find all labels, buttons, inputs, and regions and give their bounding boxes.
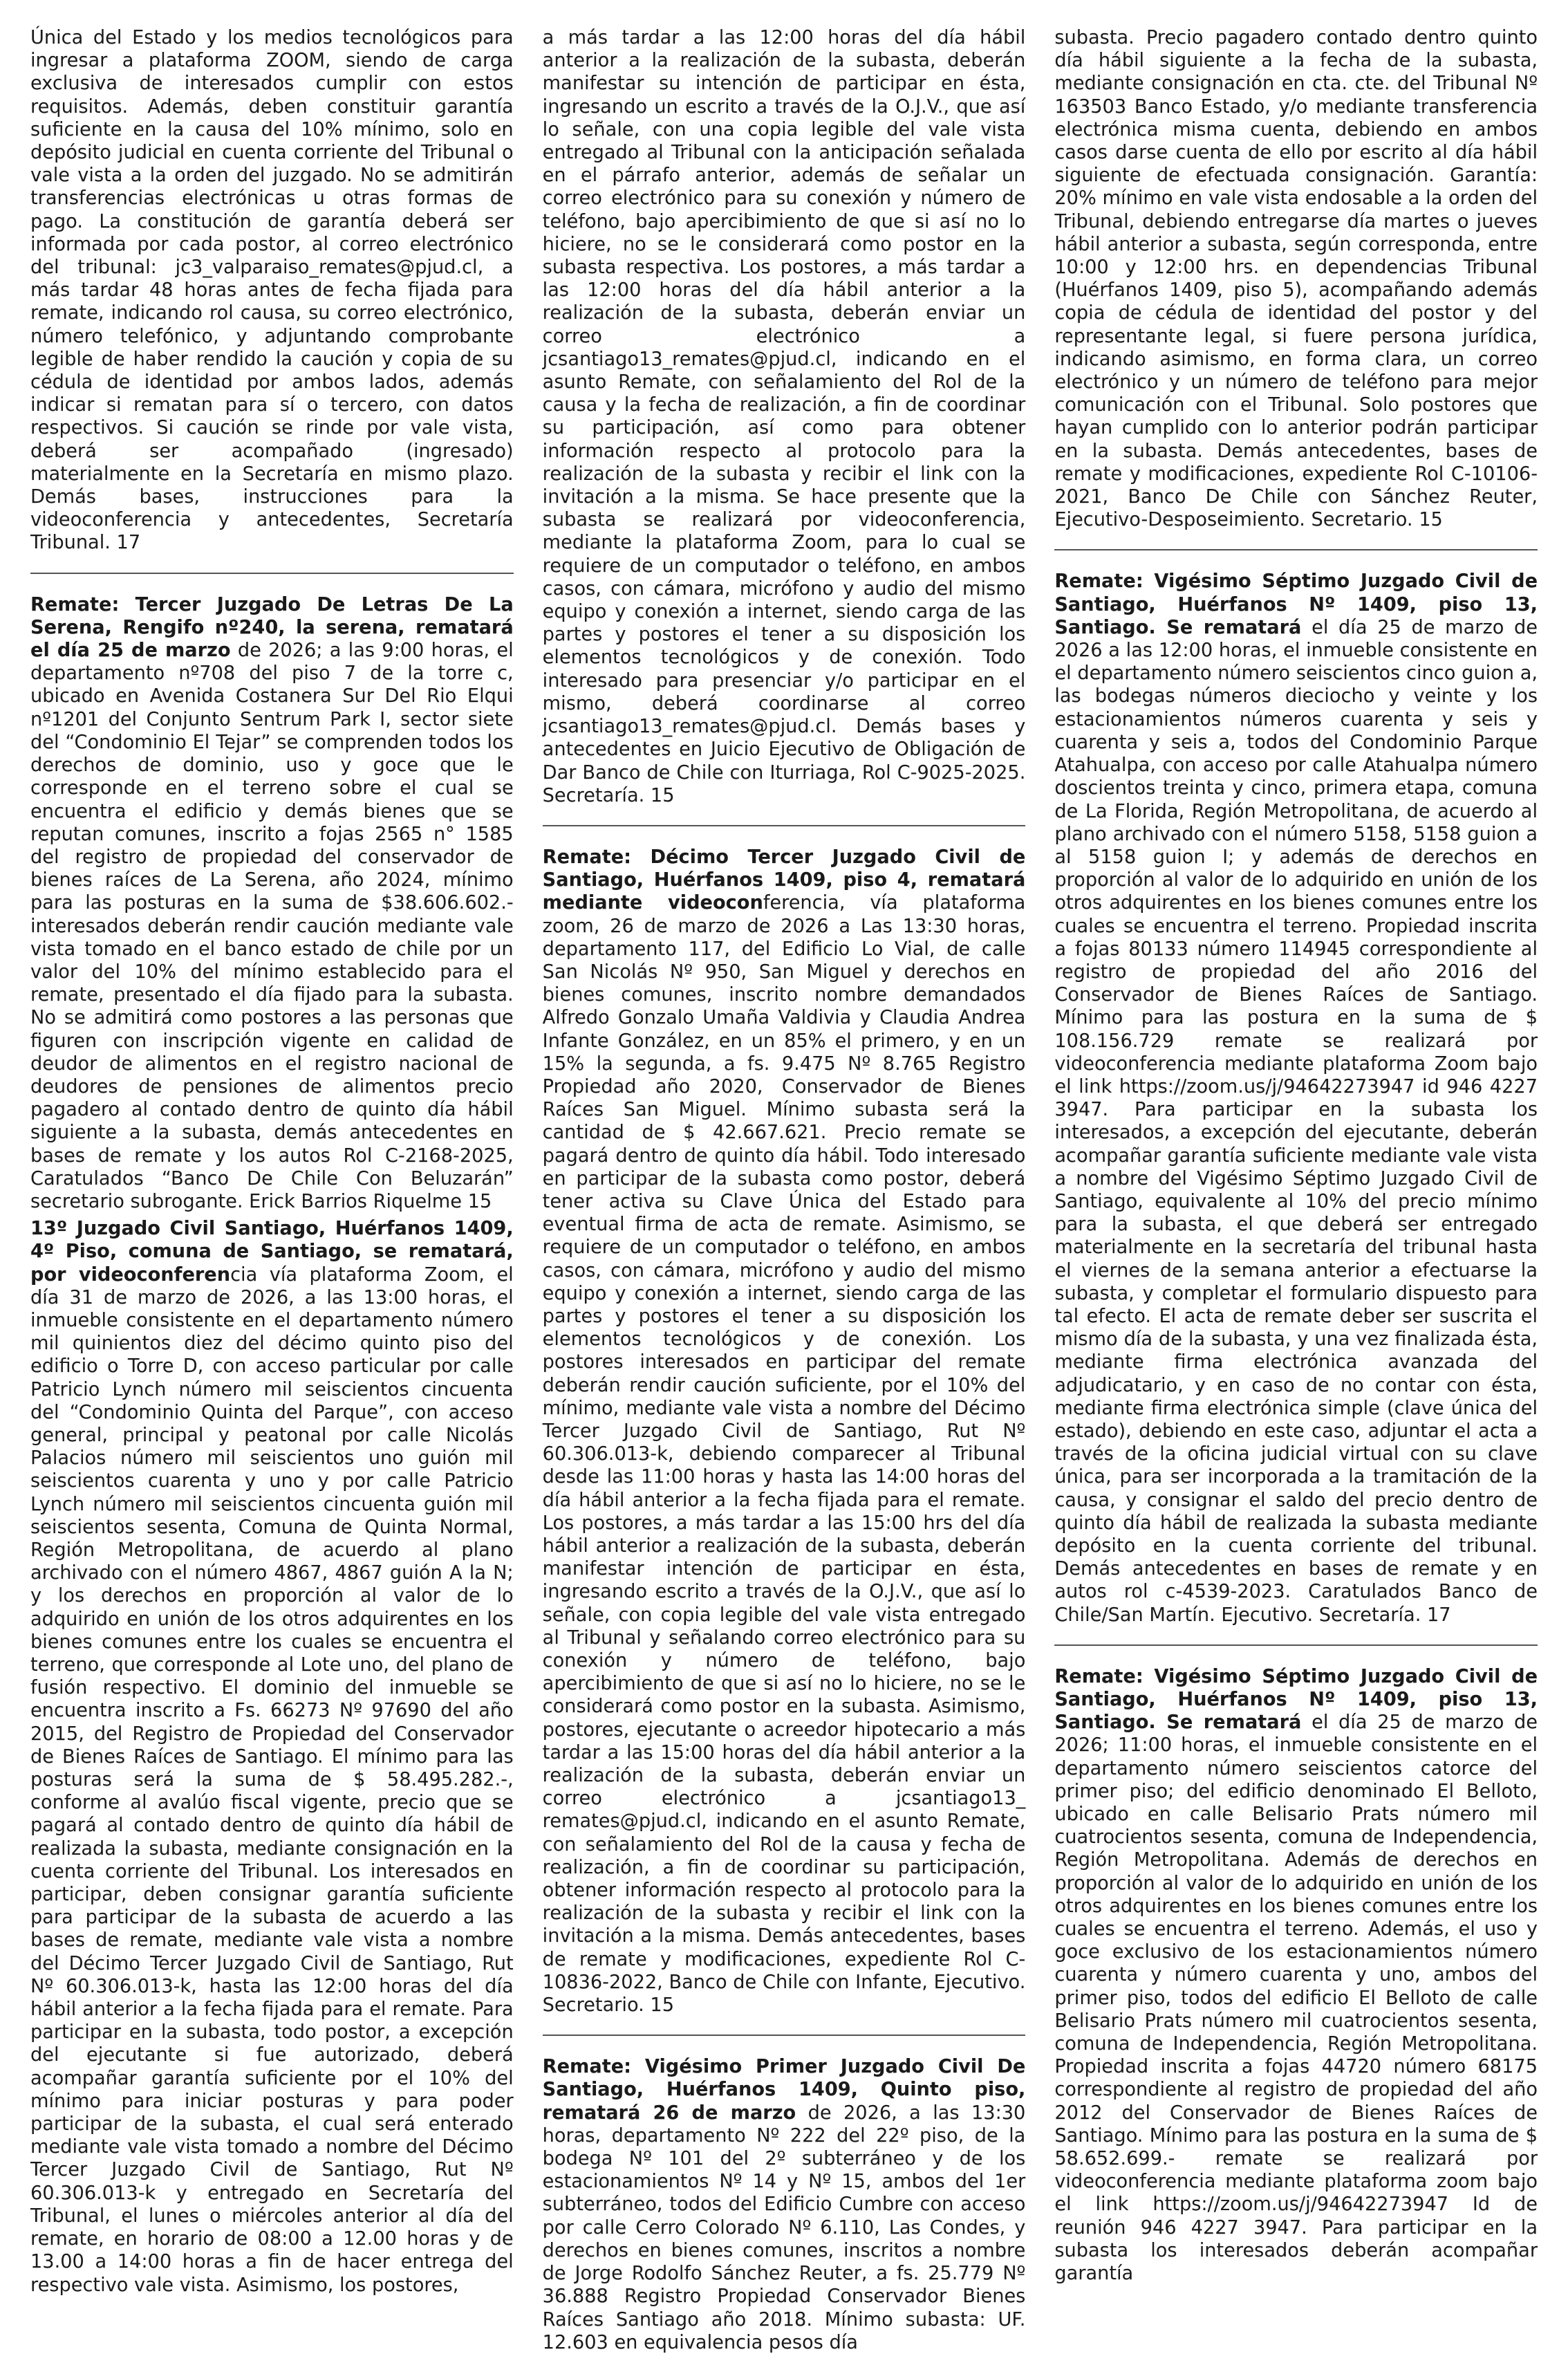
notice-divider [1054,549,1538,550]
notice-body: ferencia, vía plataforma zoom, 26 de marzo de 2026 a Las 13:30 horas, departamento 117, del Edificio Lo Vial, de calle San Nicolás Nº 950, San Miguel y derechos en bienes comunes, inscrito nombre demandados Alfredo Gonzalo Umaña Valdivia y Claudia Andrea Infante González, en un 85% el primero, y en un 15% la segunda, a fs. 9.475 Nº 8.765 Registro Propiedad año 2020, Conservador de Bienes Raíces San Miguel. Mínimo subasta será la cantidad de $ 42.667.621. Precio remate se pagará dentro de quinto día hábil. Todo interesado en participar de la subasta como postor, deberá tener activa su Clave Única del Estado para eventual firma de acta de remate. Asimismo, se requiere de un computador o teléfono, en ambos casos, con cámara, micrófono y audio del mismo equipo y conexión a internet, siendo carga de las partes y postores el tener a su disposición los elementos tecnológicos y de conexión. Los postores interesados en participar del remate deberán rendir caución suficiente, por el 10% del mínimo, mediante vale vista a nombre del Décimo Tercer Juzgado Civil de Santiago, Rut Nº 60.306.013-k, debiendo comparecer al Tribunal desde las 11:00 horas y hasta las 14:00 horas del día hábil anterior a la fecha fijada para el remate. Los postores, a más tardar a las 15:00 hrs del día hábil anterior a realización de la subasta, deberán manifestar intención de participar en ésta, ingresando escrito a través de la O.J.V., que así lo señale, con copia legible del vale vista entregado al Tribunal y señalando correo electrónico para su conexión y número de teléfono, bajo apercibimiento de que si así no lo hiciere, no se le considerará como postor en la subasta. Asimismo, postores, ejecutante o acreedor hipotecario a más tardar a las 15:00 horas del día hábil anterior a la realización de la subasta, deberán enviar un correo electrónico a jcsantiago13_ remates@pjud.cl, indicando en el asunto Remate, con señalamiento del Rol de la causa y fecha de realización, a fin de coordinar su participación, obtener información respecto al protocolo para la realización de la subasta y recibir el link con la invitación a la misma. Demás antecedentes, bases de remate y modificaciones, expediente Rol C-10836-2022, Banco de Chile con Infante, Ejecutivo. Secretario. 15 [542,892,1026,2017]
notice-heading: Remate: Vigésimo Primer Juzgado Civil De Santiago, Huérfanos 1409, Quinto piso, rematará 26 de marzo [542,2056,1026,2124]
notice-body: cia vía plataforma Zoom, el día 31 de marzo de 2026, a las 13:00 horas, el inmueble consistente en el departamento número mil quinientos diez del décimo quinto piso del edificio o Torre D, con acceso particular por calle Patricio Lynch número mil seiscientos cincuenta del “Condominio Quinta del Parque”, con acceso general, principal y peatonal por calle Nicolás Palacios número mil seiscientos uno guión mil seiscientos cuarenta y uno y por calle Patricio Lynch número mil seiscientos cincuenta guión mil seiscientos sesenta, Comuna de Quinta Normal, Región Metropolitana, de acuerdo al plano archivado con el número 4867, 4867 guión A la N; y los derechos en proporción al valor de lo adquirido en unión de los otros adquirentes en los bienes comunes entre los cuales se encuentra el terreno, que corresponde al Lote uno, del plano de fusión respectivo. El dominio del inmueble se encuentra inscrito a Fs. 66273 Nº 97690 del año 2015, del Registro de Propiedad del Conservador de Bienes Raíces de Santiago. El mínimo para las posturas será la suma de $ 58.495.282.-, conforme al avalúo fiscal vigente, precio que se pagará al contado dentro de quinto día hábil de realizada la subasta, mediante consignación en la cuenta corriente del Tribunal. Los interesados en participar, deben consignar garantía suficiente para participar de la subasta de acuerdo a las bases de remate, mediante vale vista a nombre del Décimo Tercer Juzgado Civil de Santiago, Rut Nº 60.306.013-k, hasta las 12:00 horas del día hábil anterior a la fecha fijada para el remate. Para participar en la subasta, todo postor, a excepción del ejecutante si fue autorizado, deberá acompañar garantía suficiente por el 10% del mínimo para iniciar posturas y para poder participar de la subasta, el cual será enterado mediante vale vista tomado a nombre del Décimo Tercer Juzgado Civil de Santiago, Rut Nº 60.306.013-k y entregado en Secretaría del Tribunal, el lunes o miércoles anterior al día del remate, en horario de 08:00 a 12.00 horas y de 13.00 a 14:00 horas a fin de hacer entrega del respectivo vale vista. Asimismo, los postores, [30,1263,514,2296]
notice-text [543,2055,1026,2354]
notice-heading: Remate: Décimo Tercer Juzgado Civil de Santiago, Huérfanos 1409, piso 4, rematará mediante videocon [542,846,1026,914]
notice-text [30,26,514,555]
notice-body: Única del Estado y los medios tecnológicos para ingresar a plataforma ZOOM, siendo de carga exclusiva de interesados cumplir con estos requisitos. Además, deben constituir garantía suficiente en la causa del 10% mínimo, solo en depósito judicial en cuenta corriente del Tribunal o vale vista a la orden del juzgado. No se admitirán transferencias electrónicas u otras formas de pago. La constitución de garantía deberá ser informada por cada postor, al correo electrónico del tribunal: jc3_valparaiso_remates@pjud.cl, a más tardar 48 horas antes de fecha fijada para remate, indicando rol causa, su correo electrónico, número telefónico, y adjuntando comprobante legible de haber rendido la caución y copia de su cédula de identidad por ambos lados, además indicar si rematan para sí o tercero, con datos respectivos. Si caución se rinde por vale vista, deberá ser acompañado (ingresado) materialmente en la Secretaría en mismo plazo. Demás bases, instrucciones para la videoconferencia y antecedentes, Secretaría Tribunal. 17 [30,27,514,554]
notice-body: el día 25 de marzo de 2026; 11:00 horas, el inmueble consistente en el departamento número seiscientos catorce del primer piso; del edificio denominado El Belloto, ubicado en calle Belisario Prats número mil cuatrocientos sesenta, comuna de Independencia, Región Metropolitana. Además de derechos en proporción al valor de lo adquirido en unión de los otros adquirentes en los bienes comunes entre los cuales se encuentra el terreno. Además, el uso y goce exclusivo de los estacionamientos número cuarenta y número cuarenta y uno, ambos del primer piso, todos del edificio El Belloto de calle Belisario Prats número mil cuatrocientos sesenta, comuna de Independencia, Región Metropolitana. Propiedad inscrita a fojas 44720 número 68175 correspondiente al registro de propiedad del año 2012 del Conservador de Bienes Raíces de Santiago. Mínimo para las postura en la suma de $ 58.652.699.- remate se realizará por videoconferencia mediante plataforma zoom bajo el link https://zoom.us/j/94642273947 Id de reunión 946 4227 3947. Para participar en la subasta los interesados deberán acompañar garantía [1054,1712,1538,2285]
notice-body: subasta. Precio pagadero contado dentro quinto día hábil siguiente a la fecha de la subasta, mediante consignación en cta. cte. del Tribunal Nº 163503 Banco Estado, y/o mediante transferencia electrónica misma cuenta, debiendo en ambos casos darse cuenta de ello por escrito al día hábil siguiente de efectuada consignación. Garantía: 20% mínimo en vale vista endosable a la orden del Tribunal, debiendo entregarse día martes o jueves hábil anterior a subasta, según corresponda, entre 10:00 y 12:00 hrs. en dependencias Tribunal (Huérfanos 1409, piso 5), acompañando además copia de cédula de identidad del postor y del representante legal, si fuere persona jurídica, indicando asimismo, en forma clara, un correo electrónico y un número de teléfono para mejor comunicación con el Tribunal. Solo postores que hayan cumplido con lo anterior podrán participar en la subasta. Demás antecedentes, bases de remate y modificaciones, expediente Rol C-10106-2021, Banco De Chile con Sánchez Reuter, Ejecutivo-Desposeimiento. Secretario. 15 [1054,27,1538,531]
notice-text [1054,26,1538,531]
notice-divider [30,573,514,574]
notice-text [543,846,1026,2017]
notice-heading: Remate: Vigésimo Séptimo Juzgado Civil de Santiago, Huérfanos Nº 1409, piso 13, Santiago. Se rematará [1054,1665,1538,1734]
notice-divider [1054,1644,1538,1646]
notice-21-juzgado-las-condes [543,2055,1026,2354]
notice-continuation [1054,26,1538,531]
notice-13-juzgado-san-miguel [543,846,1026,2017]
notice-body: de 2026; a las 9:00 horas, el departamento nº708 del piso 7 de la torre c, ubicado en Avenida Costanera Sur Del Rio Elqui nº1201 del Conjunto Sentrum Park I, sector siete del “Condominio El Tejar” se comprenden todos los derechos de dominio, uso y goce que le corresponde en el terreno sobre el cual se encuentra el edificio y demás bienes que se reputan comunes, inscrito a fojas 2565 n° 1585 del registro de propiedad del conservador de bienes raíces de La Serena, año 2024, mínimo para las posturas en la suma de $38.606.602.- interesados deberán rendir caución mediante vale vista tomado en el banco estado de chile por un valor del 10% del mínimo establecido para el remate, presentado el día fijado para la subasta. No se admitirá como postores a las personas que figuren con inscripción vigente en calidad de deudor de alimentos en el registro nacional de deudores de pensiones de alimentos precio pagadero al contado dentro de quinto día hábil siguiente a la subasta, demás antecedentes en bases de remate y los autos Rol C-2168-2025, Caratulados “Banco De Chile Con Beluzarán” secretario subrogante. Erick Barrios Riquelme 15 [30,640,514,1212]
notice-text [1054,570,1538,1626]
notice-divider [543,825,1026,826]
notice-continuation [30,26,514,555]
notice-text [543,26,1026,807]
column-1 [30,26,514,2296]
notice-text [1054,1665,1538,2285]
notice-text [30,593,514,1213]
notice-body: a más tardar a las 12:00 horas del día hábil anterior a la realización de la subasta, deberán manifestar su intención de participar en ésta, ingresando un escrito a través de la O.J.V., que así lo señale, con una copia legible del vale vista entregado al Tribunal con la anticipación señalada en el párrafo anterior, además de señalar un correo electrónico para su conexión y número de teléfono, bajo apercibimiento de que si así no lo hiciere, no se le considerará como postor en la subasta respectiva. Los postores, a más tardar a las 12:00 horas del día hábil anterior a la realización de la subasta, deberán enviar un correo electrónico a jcsantiago13_remates@pjud.cl, indicando en el asunto Remate, con señalamiento del Rol de la causa y la fecha de realización, a fin de coordinar su participación, así como para obtener información respecto al protocolo para la realización de la subasta y recibir el link con la invitación a la misma. Se hace presente que la subasta se realizará por videoconferencia, mediante la plataforma Zoom, para lo cual se requiere de un computador o teléfono, en ambos casos, con cámara, micrófono y audio del mismo equipo y conexión a internet, siendo carga de las partes y postores el tener a su disposición los elementos tecnológicos y de conexión. Todo interesado para presenciar y/o participar en el mismo, deberá coordinarse al correo jcsantiago13_remates@pjud.cl. Demás bases y antecedentes en Juicio Ejecutivo de Obligación de Dar Banco de Chile con Iturriaga, Rol C-9025-2025. Secretaría. 15 [542,27,1026,806]
notice-heading: 13º Juzgado Civil Santiago, Huérfanos 1409, 4º Piso, comuna de Santiago, se rematará, por videoconferen [30,1218,514,1286]
notice-divider [543,2035,1026,2036]
notice-body: de 2026, a las 13:30 horas, departamento Nº 222 del 22º piso, de la bodega Nº 101 del 2º subterráneo y de los estacionamientos Nº 14 y Nº 15, ambos del 1er subterráneo, todos del Edificio Cumbre con acceso por calle Cerro Colorado Nº 6.110, Las Condes, y derechos en bienes comunes, inscritos a nombre de Jorge Rodolfo Sánchez Reuter, a fs. 25.779 Nº 36.888 Registro Propiedad Conservador Bienes Raíces Santiago año 2018. Mínimo subasta: UF. 12.603 en equivalencia pesos día [542,2102,1026,2353]
notice-continuation [543,26,1026,807]
notice-text [30,1217,514,2297]
column-2 [542,26,1026,2353]
column-3 [1054,26,1538,2285]
notice-27-juzgado-la-florida [1054,570,1538,1626]
notice-heading: Remate: Tercer Juzgado De Letras De La Serena, Rengifo nº240, la serena, rematará el día 25 de marzo [30,593,514,662]
notice-27-juzgado-independencia [1054,1665,1538,2285]
notice-body: el día 25 de marzo de 2026 a las 12:00 horas, el inmueble consistente en el departamento número seiscientos cinco guion a, las bodegas números dieciocho y veinte y los estacionamientos números cuarenta y seis y cuarenta y seis a, todos del Condominio Parque Atahualpa, con acceso por calle Atahualpa número doscientos treinta y cinco, primera etapa, comuna de La Florida, Región Metropolitana, de acuerdo al plano archivado con el número 5158, 5158 guion a al 5158 guion I; y además de derechos en proporción al valor de lo adquirido en unión de los otros adquirentes en los bienes comunes entre los cuales se encuentra el terreno. Propiedad inscrita a fojas 80133 número 114945 correspondiente al registro de propiedad del año 2016 del Conservador de Bienes Raíces de Santiago. Mínimo para las postura en la suma de $ 108.156.729 remate se realizará por videoconferencia mediante plataforma Zoom bajo el link https://zoom.us/j/94642273947 id 946 4227 3947. Para participar en la subasta los interesados, a excepción del ejecutante, deberán acompañar garantía suficiente mediante vale vista a nombre del Vigésimo Séptimo Juzgado Civil de Santiago, equivalente al 10% del precio mínimo para la subasta, el que deberá ser entregado materialmente en la secretaría del tribunal hasta el viernes de la semana anterior a efectuarse la subasta, y completar el formulario dispuesto para tal efecto. El acta de remate deber ser suscrita el mismo día de la subasta, y una vez finalizada ésta, mediante firma electrónica avanzada del adjudicatario, y en caso de no contar con ésta, mediante firma electrónica simple (clave única del estado), debiendo en este caso, adjuntar el acta a través de la oficina judicial virtual con su clave única, para ser incorporada a la tramitación de la causa, y consignar el saldo del precio dentro de quinto día hábil de realizada la subasta mediante depósito en la cuenta corriente del tribunal. Demás antecedentes en bases de remate y en autos rol c-4539-2023. Caratulados Banco de Chile/San Martín. Ejecutivo. Secretaría. 17 [1054,616,1538,1626]
notice-heading: Remate: Vigésimo Séptimo Juzgado Civil de Santiago, Huérfanos Nº 1409, piso 13, Santiago. Se rematará [1054,571,1538,638]
notice-13-juzgado-quinta-normal [30,1217,514,2297]
notice-remate-la-serena [30,593,514,1213]
